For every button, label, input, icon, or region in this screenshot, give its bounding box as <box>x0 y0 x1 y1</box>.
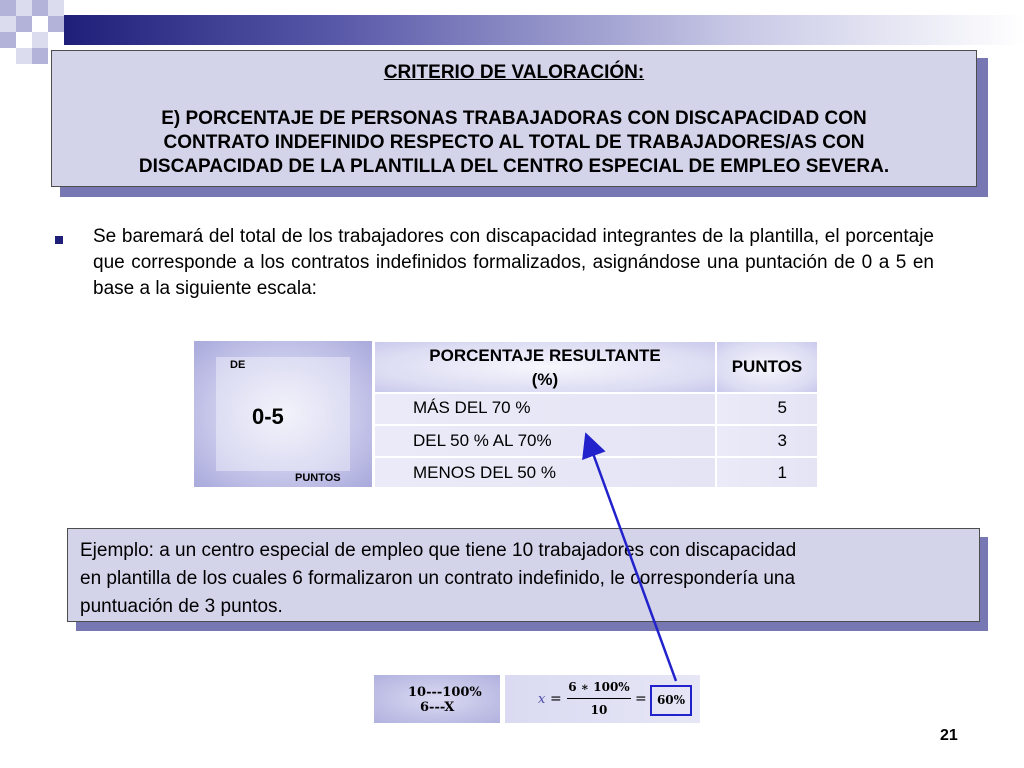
formula-numerator: 6 ∗ 100% <box>568 680 630 694</box>
table-row-points: 5 <box>716 393 818 425</box>
scale-points-label: PUNTOS <box>295 472 341 484</box>
formula-variable: x <box>538 692 546 707</box>
page-number: 21 <box>940 727 958 744</box>
example-line: Ejemplo: a un centro especial de empleo que tiene 10 trabajadores con discapacidad <box>80 540 797 561</box>
rule-line-1: 10---100% <box>408 685 482 700</box>
scale-range: 0-5 <box>252 404 284 429</box>
formula-equals: = <box>635 691 647 707</box>
header-points: PUNTOS <box>716 341 818 393</box>
criterion-heading: CRITERIO DE VALORACIÓN: <box>383 62 645 83</box>
rule-line-2: 6---X <box>420 700 455 715</box>
scale-from-label: DE <box>230 359 246 371</box>
table-row-range: DEL 50 % AL 70% <box>374 425 716 457</box>
header-percentage: PORCENTAJE RESULTANTE (%) <box>374 341 716 393</box>
criterion-line: E) PORCENTAJE DE PERSONAS TRABAJADORAS CON DISCAPACIDAD CON <box>161 108 867 129</box>
table-row-range: MÁS DEL 70 % <box>374 393 716 425</box>
formula-equals: = <box>550 691 562 707</box>
table-row-points: 1 <box>716 457 818 488</box>
formula-result: 60% <box>650 685 692 716</box>
table-row-points: 3 <box>716 425 818 457</box>
example-line: en plantilla de los cuales 6 formalizaron un contrato indefinido, le correspondería una <box>80 568 796 589</box>
criterion-line: CONTRATO INDEFINIDO RESPECTO AL TOTAL DE TRABAJADORES/AS CON <box>163 132 865 153</box>
bullet-paragraph: Se baremará del total de los trabajadores con discapacidad integrantes de la plantilla, el porcentaje que corresponde a los contratos indefinidos formalizados, asignándose una puntación de 0 a 5 en base a la siguiente escala: <box>93 226 934 299</box>
table-row-range: MENOS DEL 50 % <box>374 457 716 488</box>
example-line: puntuación de 3 puntos. <box>80 596 283 617</box>
formula-denominator: 10 <box>590 703 608 717</box>
criterion-line: DISCAPACIDAD DE LA PLANTILLA DEL CENTRO ESPECIAL DE EMPLEO SEVERA. <box>138 156 890 177</box>
